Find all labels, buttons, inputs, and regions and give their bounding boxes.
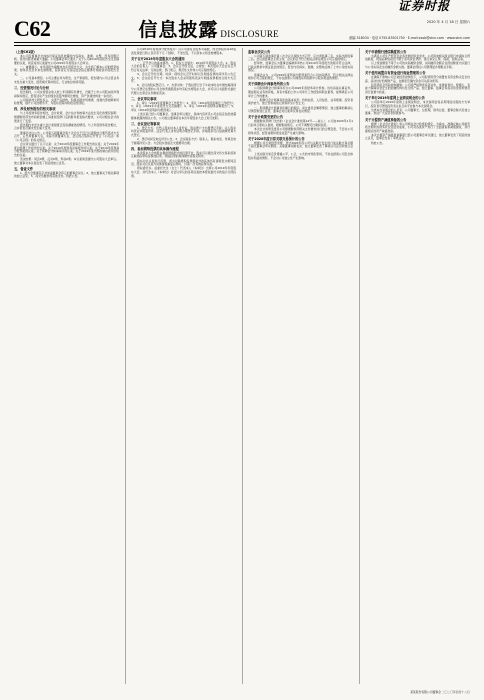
article-heading: 二、会议审议事项 xyxy=(131,96,157,101)
article-paragraph: 上述议案已经公司董事会、监事会审议通过，具体内容详见公司在指定信息披露媒体披露的相关公告。公司独立董事将在本次年度股东大会上进行述职。 xyxy=(131,112,236,120)
article-paragraph: 报告期内，公司实现营业收入较上年同期有所增长，归属于上市公司股东的净利润保持稳定，经营活动产生的现金流量净额同比增加，资产负债结构进一步优化。 xyxy=(14,89,119,98)
article-paragraph: 本公司及董事会全体成员保证信息披露的内容真实、准确、完整，没有虚假记载、误导性陈述或重大遗漏。公司董事会审议通过了关于公司2019年度报告全文及摘要的议案，同意将该议案提交公司2019年年度股东大会审议。 xyxy=(14,53,119,65)
article-paragraph: 在确保不影响公司正常经营的情况下，公司拟使用部分闲置自有资金购买安全性高、流动性好的理财产品，在额度范围内资金可以滚动使用。 xyxy=(365,74,470,83)
article-paragraph: 根据财政部修订发布的《企业会计准则第14号——收入》，公司自2020年1月1日起执行新收入准则，根据衔接规定，公司不调整可比期间信息。 xyxy=(248,119,353,127)
article-paragraph: 出席本次说明会的人员有：公司董事长、总经理、财务总监、董事会秘书及独立董事。欢迎广大投资者积极参与。 xyxy=(365,107,470,116)
article-paragraph: 以上授信额度不等于公司的实际融资金额，实际融资金额应在授信额度内以银行与公司实际发生的融资金额为准。董事会授权公司管理层办理相关手续。 xyxy=(365,61,470,69)
article-paragraph: 1、登记方式：自然人股东持本人身份证、股东账户卡办理登记手续；法人股东持营业执照复印件、法定代表人身份证明办理登记手续。异地股东可以信函或传真方式登记。 xyxy=(131,125,236,137)
section-title-cn: 信息披露 xyxy=(138,19,219,41)
masthead-rule-thick xyxy=(14,42,470,43)
article-heading: 关于会计政策变更的公告 xyxy=(248,115,284,120)
article-paragraph: 本次会计政策变更是公司根据财政部相关文件要求进行的合理变更，不会对公司财务状况、经营成果和现金流量产生重大影响。 xyxy=(248,126,353,135)
article-heading: 三、经营情况讨论与分析 xyxy=(14,85,50,90)
article-paragraph: 本次计提资产减值准备事项已经公司董事会审议通过，独立董事发表了同意的独立意见，监事会发表了审核意见。 xyxy=(365,132,470,141)
article-paragraph: 一、重要提示。本年度报告摘要来自年度报告全文，为全面了解本公司的经营成果、财务状况及未来发展规划，投资者应当到证监会指定媒体仔细阅读年度报告全文。 xyxy=(14,64,119,77)
article-heading: 五、备查文件 xyxy=(14,166,34,171)
page-number: C62 xyxy=(14,16,51,41)
article-paragraph: 公司2019年度利润分配预案为：以公司现有总股本为基数，向全体股东每10股派发现金红利人民币若干元（含税），不送红股，不以资本公积金转增股本。 xyxy=(131,48,236,55)
signoff: 某某股份有限公司董事会 二〇二〇年四月十八日 xyxy=(410,689,470,694)
column-4 xyxy=(359,48,470,684)
article-paragraph: 一、拟聘任会计师事务所的基本信息：机构信息、人员信息、业务规模、投资者保护能力、独立性和诚信记录等详见公告正文。 xyxy=(248,97,353,106)
article-heading: （上接C61版） xyxy=(14,49,37,54)
article-paragraph: 4、会议召开的日期、时间：现场会议召开时间以及网络投票时间详见公告正文。5、会议的召开方式：本次股东大会采用现场表决与网络投票相结合的方式召开。 xyxy=(131,72,236,84)
article-heading: 四、参加网络投票的具体操作流程 xyxy=(131,146,179,151)
article-heading: 三、会议登记等事项 xyxy=(131,121,160,126)
article-paragraph: 公司第五届监事会第八次会议以现场方式召开，应出席监事三名，实际出席监事三名。会议由监事会主席主持，会议的召开符合相关法律法规及公司章程的规定。 xyxy=(248,53,353,62)
article-paragraph: 6、会议的股权登记日。7、出席对象：于股权登记日下午收市时在中国结算深圳分公司登记在册的公司全体普通股股东均有权出席股东大会，并可以以书面形式委托代理人出席会议和参加表决。 xyxy=(131,83,236,95)
article-paragraph: 1、审议《2019年度董事会工作报告》；2、审议《2019年度监事会工作报告》；3、审议《2019年年度报告全文及摘要》；4、审议《2019年度财务决算报告》；5、审议《2019年度利润分配预案》。 xyxy=(131,100,236,112)
article-heading: 关于召开2019年年度股东大会的通知 xyxy=(131,56,185,61)
article-paragraph: 会议审议通过了以下议案：关于2019年度董事会工作报告的议案；关于2019年度总经理工作报告的议案；关于2019年度财务决算报告的议案；关于2019年度利润分配预案的议案；关于续聘会计师事务所的议案；关于2019年度内部控制自我评价报告的议案。 xyxy=(14,141,119,157)
article-paragraph: 本次股东大会向股东提供网络形式的投票平台，股东可以通过深交所交易系统和互联网投票系统参加投票，网络投票的具体操作流程见附件。 xyxy=(131,150,236,159)
article-paragraph: 授权委托书。兹委托先生（女士）代表本人（本单位）出席公司2019年年度股东大会，并代表本人（本单位）对会议审议的各项议案按本授权委托书的指示行使投票。 xyxy=(131,166,236,178)
article-paragraph: 二、公司基本情况。公司主要业务为研发、生产和销售，报告期内公司主营业务未发生重大变化，经营模式保持稳定，行业地位持续巩固。 xyxy=(14,76,119,84)
masthead-rule-thin xyxy=(14,45,470,46)
article-paragraph: 公司将举行2019年度网上业绩说明会，本次说明会将采用网络远程的方式举行，投资者可登陆投资者关系互动平台参与本次说明会。 xyxy=(365,100,470,108)
article-heading: 关于计提资产减值准备的公告 xyxy=(365,117,407,122)
article-paragraph: 2、登记时间及地点详见公告。3、会议联系方式：联系人、联系电话、传真及电子邮箱详见公告。与会股东食宿及交通费用自理。 xyxy=(131,137,236,145)
section-title-en: DISCLOSURE xyxy=(220,29,279,39)
article-paragraph: 与上年度财务报告相比，会计政策、会计估计和核算方法发生变化的情况说明：根据财政部发布的新金融工具准则及修订后的财务报表格式要求，公司对相关会计政策进行了变更。 xyxy=(14,111,119,123)
article-paragraph: 上述关联交易定价遵循公平、公正、公允的市场化原则，不存在损害公司及全体股东利益的情形，不会对公司独立性产生影响。 xyxy=(248,152,353,160)
article-heading: 关于举行2019年度网上业绩说明会的公告 xyxy=(365,96,425,101)
masthead-right xyxy=(342,32,470,40)
column-2 xyxy=(125,48,236,684)
section-title xyxy=(138,20,342,40)
article-paragraph: 为满足公司生产经营及业务发展的资金需求，公司拟向相关商业银行申请综合授信额度，授信品种包括但不限于流动资金贷款、银行承兑汇票、保函、信用证等。 xyxy=(365,53,470,62)
article-paragraph: 根据公司日常经营需要，预计2020年度公司与关联方发生的日常关联交易总额不超过董事会审议额度。关联董事回避表决，独立董事发表了事前认可意见和独立意见。 xyxy=(248,140,353,152)
article-paragraph: 公司拟续聘会计师事务所为公司2020年度财务审计机构。该所具备从事证券、期货相关业务的资格，具有丰富的上市公司审计工作经验和职业素养，能够满足公司审计工作的要求。 xyxy=(248,86,353,98)
column-1 xyxy=(14,48,119,684)
article-paragraph: 特此公告。 xyxy=(371,140,385,145)
article-heading: 关于使用闲置自有资金进行现金管理的公告 xyxy=(365,70,426,75)
article-heading: 监事会决议公告 xyxy=(248,49,271,54)
article-paragraph: 投资风险及风险控制措施：公司将严格筛选投资对象，选择信誉好、规模大、有能力保障资金安全的金融机构所发行的产品，独立董事、监事会有权对资金使用情况进行监督与检查。 xyxy=(365,82,470,94)
article-columns xyxy=(14,48,470,684)
article-paragraph: 二、拟续聘会计师事务所履行的程序：审计委员会履职情况、独立董事的事前认可情况和独立意见、董事会对议案审议和表决情况。 xyxy=(248,105,353,114)
masthead-meta-line: 邮编 518034 · 电话 0755-83501750 · E-mail:xxsb@stcn.com · www.stcn.com xyxy=(349,36,470,40)
article-paragraph: 公司持续加大研发投入，完善产品结构，积极拓展市场渠道，加强内部控制和风险管理，提升公司治理水平，为股东创造持续稳定的回报。 xyxy=(14,97,119,106)
article-heading: 关于2020年度日常关联交易预计的公告 xyxy=(248,136,305,141)
article-heading: 关于申请银行授信额度的公告 xyxy=(365,49,407,54)
article-paragraph: 报告期内未发生重大会计差错更正需追溯重述的情况。与上年度财务报告相比，合并报表范围未发生重大变化。 xyxy=(14,122,119,131)
article-paragraph: 董事会决议公告。公司第五届董事会第十次会议于近日以现场结合通讯表决方式召开，应出席董事九名，实际出席董事九名，会议的召集和召开符合《公司法》和《公司章程》的有关规定。 xyxy=(14,130,119,142)
article-heading: 关于续聘会计师事务所的公告 xyxy=(248,82,290,87)
article-paragraph: 根据《企业会计准则》和公司相关会计政策的规定，为真实、准确反映公司截至报告期末的财务状况及经营成果，公司对各类资产进行了全面清查和减值测试，并计提相应的资产减值准备。 xyxy=(365,121,470,133)
column-3 xyxy=(242,48,353,684)
article-paragraph: 经审核，监事会认为董事会编制和审核公司2019年年度报告的程序符合法律、行政法规和中国证监会的规定，报告内容真实、准确、完整地反映了上市公司的实际情况。 xyxy=(248,61,353,73)
article-paragraph: 股东对总议案进行投票，视为对除累积投票提案外的其他所有提案表达相同意见。股东对总议案与具体提案重复投票时，以第一次有效投票为准。 xyxy=(131,158,236,167)
article-paragraph: 一、召开会议的基本情况。1、股东大会届次：2019年年度股东大会。2、股东大会的召集人：公司董事会。3、会议召开的合法、合规性：本次股东大会会议召开符合有关法律、行政法规、部门规章、规范性文件和公司章程的规定。 xyxy=(131,60,236,72)
article-heading: 四、涉及财务报告的相关事项 xyxy=(14,107,56,112)
article-paragraph: 表决结果：同意9票，反对0票，弃权0票。本议案尚需提交公司股东大会审议。独立董事对本议案发表了同意的独立意见。 xyxy=(14,156,119,165)
masthead xyxy=(14,14,470,40)
issue-date: 2020 年 4 月 18 日 星期六 xyxy=(426,20,470,24)
newspaper-logo: 证券时报 xyxy=(397,0,450,13)
article-paragraph: 1、经与会董事签字并加盖董事会印章的董事会决议；2、独立董事关于相关事项的独立意见；3、深交所要求的其他文件。特此公告。 xyxy=(14,170,119,179)
article-paragraph: 监事会认为，公司2019年度利润分配预案符合公司实际情况，符合相关法律法规和公司章程的规定，不存在损害公司和股东特别是中小股东利益的情形。 xyxy=(248,72,353,81)
